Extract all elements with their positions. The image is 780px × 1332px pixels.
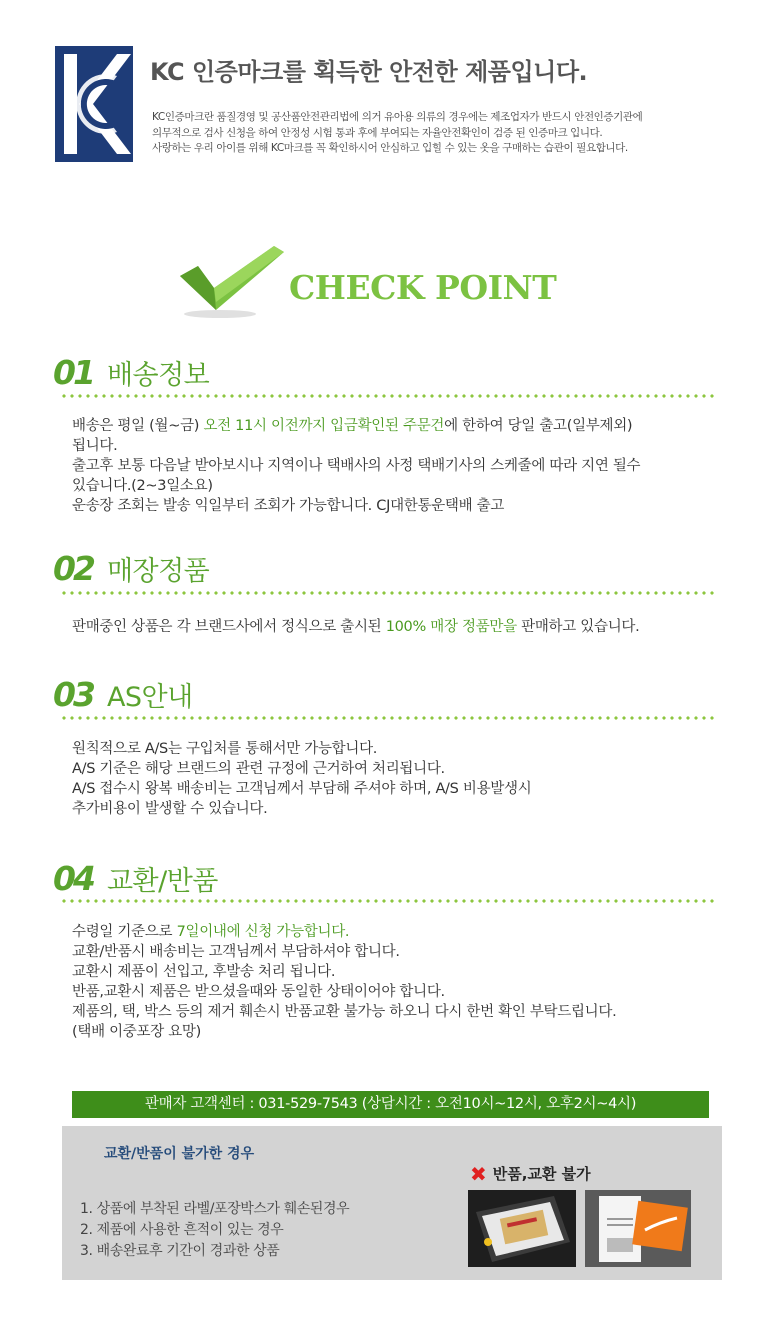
list-item: 1. 상품에 부착된 라벨/포장박스가 훼손된경우: [80, 1201, 350, 1217]
text-line: 원칙적으로 A/S는 구입처를 통해서만 가능합니다.: [72, 741, 378, 757]
text-line: A/S 접수시 왕복 배송비는 고객님께서 부담해 주셔야 하며, A/S 비용발생시: [72, 781, 532, 797]
highlight-text: 100% 매장 정품만을: [385, 619, 517, 635]
kc-desc-line: 의무적으로 검사 신청을 하여 안정성 시험 통과 후에 부여되는 자율안전확인이 검증 된 인증마크 입니다.: [152, 126, 603, 139]
text-line: 추가비용이 발생할 수 있습니다.: [72, 801, 268, 817]
notice-title: 교환/반품이 불가한 경우: [104, 1146, 255, 1162]
section-delivery-body: [72, 416, 722, 516]
text-line: 제품의, 택, 박스 등의 제거 훼손시 반품교환 불가능 하오니 다시 한번 확인 부탁드립니다.: [72, 1004, 617, 1020]
checkmark-icon: [176, 244, 288, 320]
highlight-text: 7일이내에 신청 가능합니다.: [176, 924, 350, 940]
damaged-tag-photo: [585, 1190, 691, 1267]
section-as-body: [72, 739, 722, 819]
list-item: 3. 배송완료후 기간이 경과한 상품: [80, 1243, 280, 1259]
section-genuine-header: [53, 548, 209, 588]
text-line: [72, 617, 722, 637]
dotted-divider: [60, 394, 716, 398]
text: 판매하고 있습니다.: [516, 619, 640, 635]
text: 에 한하여 당일 출고(일부제외): [444, 418, 633, 434]
text-line: [72, 416, 722, 436]
kc-title: KC 인증마크를 획득한 안전한 제품입니다.: [150, 58, 588, 86]
kc-desc-line: 사랑하는 우리 아이를 위해 KC마크를 꼭 확인하시어 안심하고 입힐 수 있는 옷을 구매하는 습관이 필요합니다.: [152, 142, 628, 154]
customer-center-bar: 판매자 고객센터 : 031-529-7543 (상담시간 : 오전10시~12시, 오후2시~4시): [72, 1091, 709, 1118]
text: 배송은 평일 (월~금): [72, 418, 204, 434]
dotted-divider: [60, 716, 716, 720]
section-title: 배송정보: [106, 359, 210, 391]
check-point-title: CHECK POINT: [289, 268, 557, 307]
kc-desc-line: KC인증마크란 품질경영 및 공산품안전관리법에 의거 유아용 의류의 경우에는 제조업자가 반드시 안전인증기관에: [152, 111, 643, 123]
text: 수령일 기준으로: [72, 924, 177, 940]
text-line: (택배 이중포장 요망): [72, 1024, 201, 1040]
section-number: 03: [53, 674, 93, 714]
notice-list: [80, 1199, 349, 1262]
section-delivery-header: [53, 352, 209, 392]
text-line: [72, 922, 722, 942]
highlight-text: 오전 11시 이전까지 입금확인된 주문건: [203, 418, 445, 434]
section-title: AS안내: [106, 681, 193, 713]
text-line: 반품,교환시 제품은 받으셨을때와 동일한 상태이어야 합니다.: [72, 984, 445, 1000]
list-item: 2. 제품에 사용한 흔적이 있는 경우: [80, 1222, 284, 1238]
text-line: 운송장 조회는 발송 익일부터 조회가 가능합니다. CJ대한통운택배 출고: [72, 498, 505, 514]
section-number: 01: [53, 352, 93, 392]
text-line: 됩니다.: [72, 438, 118, 454]
dotted-divider: [60, 591, 716, 595]
kc-certification-logo: [55, 46, 133, 162]
no-return-text: 반품,교환 불가: [492, 1165, 591, 1183]
no-return-label: [470, 1163, 591, 1184]
text-line: 교환시 제품이 선입고, 후발송 처리 됩니다.: [72, 964, 336, 980]
text-line: A/S 기준은 해당 브랜드의 관련 규정에 근거하여 처리됩니다.: [72, 761, 445, 777]
section-return-body: [72, 922, 722, 1042]
x-mark-icon: ✖: [470, 1161, 487, 1186]
section-as-header: [53, 674, 193, 714]
section-return-header: [53, 858, 218, 898]
kc-description: [152, 110, 762, 157]
section-title: 매장정품: [106, 555, 210, 587]
text-line: 있습니다.(2~3일소요): [72, 478, 213, 494]
section-genuine-body: [72, 617, 722, 637]
dotted-divider: [60, 899, 716, 903]
text: 판매중인 상품은 각 브랜드사에서 정식으로 출시된: [72, 619, 386, 635]
damaged-box-photo: [468, 1190, 576, 1267]
section-number: 04: [53, 858, 93, 898]
section-title: 교환/반품: [106, 865, 218, 897]
text-line: 교환/반품시 배송비는 고객님께서 부담하셔야 합니다.: [72, 944, 400, 960]
text-line: 출고후 보통 다음날 받아보시나 지역이나 택배사의 사정 택배기사의 스케줄에 따라 지연 될수: [72, 458, 641, 474]
section-number: 02: [53, 548, 93, 588]
